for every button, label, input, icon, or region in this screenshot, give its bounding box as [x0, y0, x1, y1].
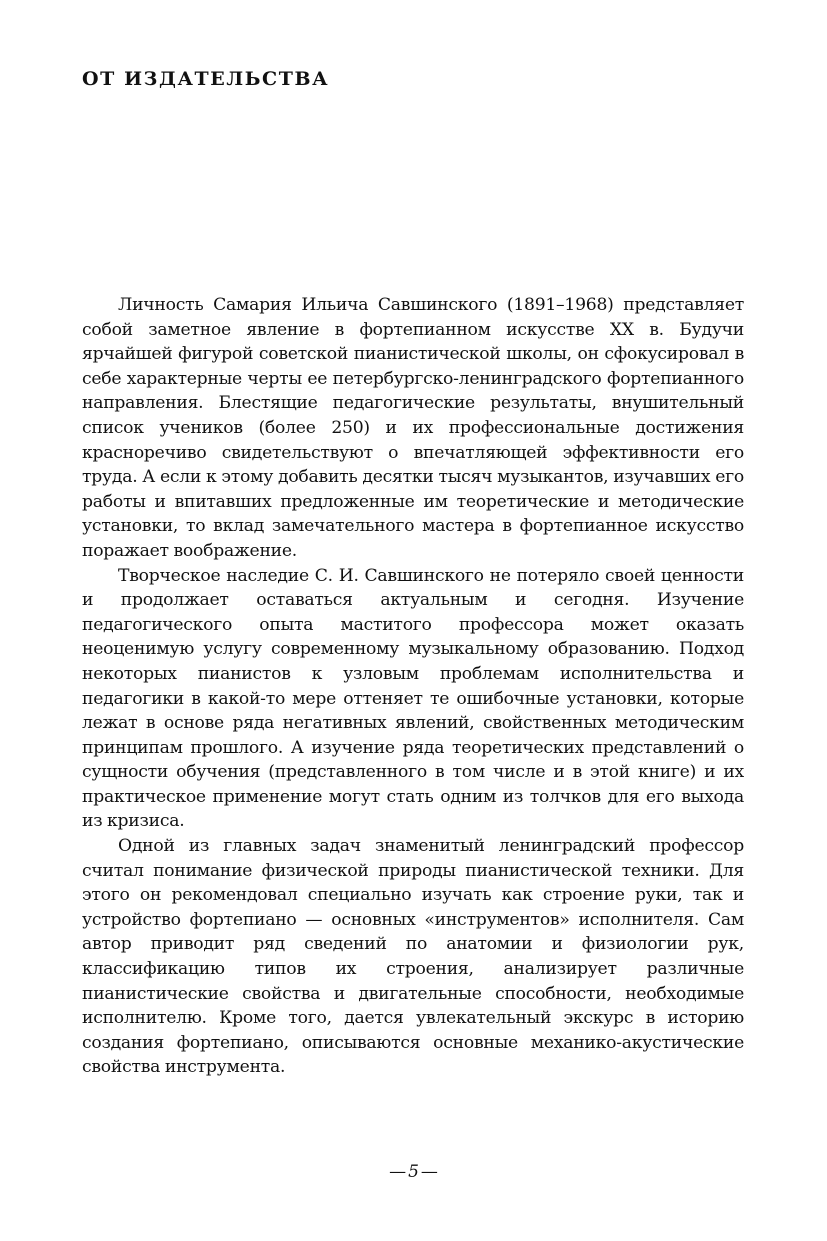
page-number-dash-right: —	[420, 1162, 438, 1182]
section-heading: ОТ ИЗДАТЕЛЬСТВА	[82, 68, 330, 90]
page-number-dash-left: —	[389, 1162, 407, 1182]
body-text	[82, 293, 744, 1080]
paragraph-2: Творческое наследие С. И. Савшинского не потеряло своей ценности и продолжает оставаться актуальным и сегодня. Изучение педагогического опыта маститого профессора может оказать неоценимую услугу современному музыкальному образованию. Подход некоторых пианистов к узловым проблемам исполнительства и педагогики в какой-то мере оттеняет те ошибочные установки, которые лежат в основе ряда негативных явлений, свойственных методическим принципам прошлого. А изучение ряда теоретических представлений о сущности обучения (представленного в том числе и в этой книге) и их практическое применение могут стать одним из толчков для его выхода из кризиса.	[82, 565, 744, 832]
paragraph-3: Одной из главных задач знаменитый ленинградский профессор считал понимание физической природы пианистической техники. Для этого он рекомендовал специально изучать как строение руки, так и устройство фортепиано — основных «инструментов» исполнителя. Сам автор приводит ряд сведений по анатомии и физиологии рук, классификацию типов их строения, анализирует различные пианистические свойства и двигательные способности, необходимые исполнителю. Кроме того, дается увлекательный экскурс в историю создания фортепиано, описываются основные механико-акустические свойства инструмента.	[82, 836, 744, 1078]
paragraph-1: Личность Самария Ильича Савшинского (1891–1968) представляет собой заметное явление в фортепианном искусстве ХХ в. Будучи ярчайшей фигурой советской пианистической школы, он сфокусировал в себе характерные черты ее петербургско-ленинградского фортепианного направления. Блестящие педагогические результаты, внушительный список учеников (более 250) и их профессиональные достижения красноречиво свидетельствуют о впечатляющей эффективности его труда. А если к этому добавить десятки тысяч музыкантов, изучавших его работы и впитавших предложенные им теоретические и методические установки, то вклад замечательного мастера в фортепианное искусство поражает воображение.	[82, 295, 744, 561]
page-number-value: 5	[408, 1162, 419, 1182]
page-number	[0, 1162, 827, 1182]
